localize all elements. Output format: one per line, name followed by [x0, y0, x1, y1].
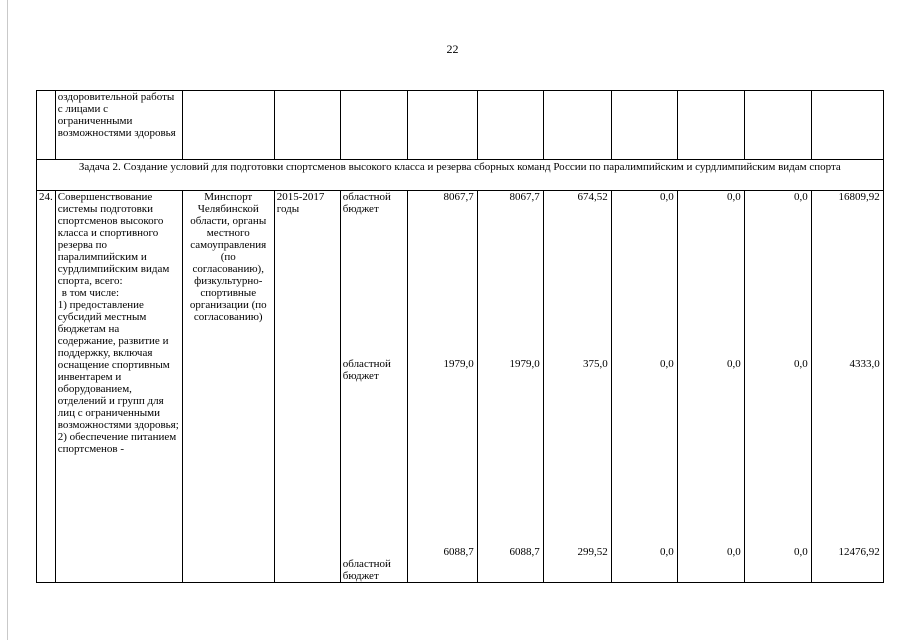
cell-name-continuation: оздоровительной работы с лицами с ограниченными возможностями здоровья — [55, 91, 182, 160]
cell-executor: Минспорт Челябинской области, органы местного самоуправления (по согласованию), физкультурно-спортивные организации (по согласованию) — [182, 191, 274, 583]
cell-period: 2015-2017 годы — [274, 191, 340, 583]
value-r2-c1: 1979,0 — [443, 358, 474, 370]
cell-value-col6 — [744, 191, 811, 583]
cell-value-col3 — [543, 191, 611, 583]
table-row-task — [37, 160, 884, 191]
program-table — [36, 90, 884, 583]
task-heading: Задача 2. Создание условий для подготовки спортсменов высокого класса и резерва сборных команд России по паралимпийским и сурдлимпийским видам спорта — [37, 160, 884, 191]
cell-value-col2 — [477, 191, 543, 583]
value-r3-c3: 299,52 — [577, 546, 608, 558]
value-r2-c3: 375,0 — [583, 358, 608, 370]
item-sub2: 2) обеспечение питанием спортсменов - — [57, 431, 177, 455]
item-title: Совершенствование системы подготовки спортсменов высокого класса и спортивного резерва по паралимпийским и сурдлимпийским видам спорта, всего: — [57, 191, 170, 287]
page-number: 22 — [446, 42, 459, 56]
value-r3-c1: 6088,7 — [443, 546, 474, 558]
cell-value-col5 — [677, 191, 744, 583]
value-r1-c7: 16809,92 — [838, 191, 880, 203]
value-r2-c2: 1979,0 — [509, 358, 540, 370]
cell-value-col1 — [407, 191, 477, 583]
value-r2-c4: 0,0 — [660, 358, 674, 370]
source-2: областной бюджет — [342, 358, 391, 382]
cell-number: 24. — [37, 191, 56, 583]
value-r3-c2: 6088,7 — [509, 546, 540, 558]
cell-source — [340, 191, 407, 583]
cell-number — [37, 91, 56, 160]
value-r1-c1: 8067,7 — [443, 191, 474, 203]
value-r3-c5: 0,0 — [727, 546, 741, 558]
cell-value-col7 — [811, 191, 883, 583]
cell-value-col4 — [611, 191, 677, 583]
value-r3-c7: 12476,92 — [838, 546, 880, 558]
value-r1-c4: 0,0 — [660, 191, 674, 203]
value-r2-c6: 0,0 — [794, 358, 808, 370]
source-1: областной бюджет — [342, 191, 391, 215]
source-3: областной бюджет — [342, 558, 391, 582]
value-r1-c2: 8067,7 — [509, 191, 540, 203]
value-r1-c6: 0,0 — [794, 191, 808, 203]
scan-edge-line — [7, 0, 8, 640]
table-row-continuation — [37, 91, 884, 160]
value-r1-c3: 674,52 — [577, 191, 608, 203]
value-r2-c5: 0,0 — [727, 358, 741, 370]
value-r2-c7: 4333,0 — [849, 358, 880, 370]
item-including: в том числе: — [61, 287, 120, 299]
table-row-item — [37, 191, 884, 583]
value-r3-c6: 0,0 — [794, 546, 808, 558]
cell-name — [55, 191, 182, 583]
item-sub1: 1) предоставление субсидий местным бюджетам на содержание, развитие и поддержку, включая оснащение спортивным инвентарем и оборудованием, отделений и групп для лиц с ограниченными возможностями здоровья; — [57, 299, 179, 431]
value-r3-c4: 0,0 — [660, 546, 674, 558]
value-r1-c5: 0,0 — [727, 191, 741, 203]
